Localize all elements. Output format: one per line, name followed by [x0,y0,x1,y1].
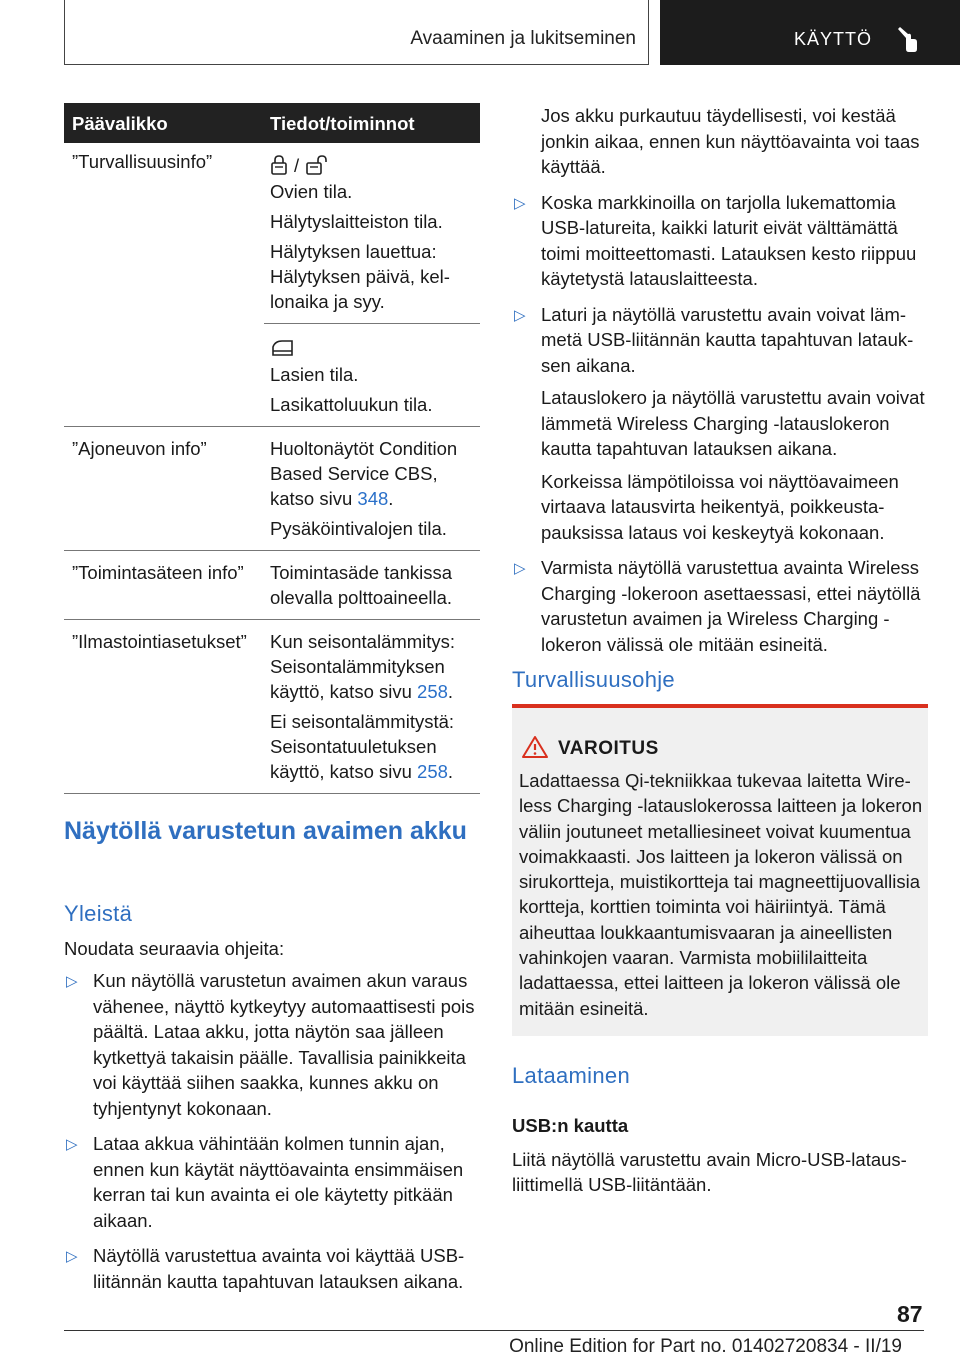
lock-open-icon [305,154,331,176]
list-item-text: Laturi ja näytöllä varustettu avain voivat lämmetä USB-liitännän kautta tapahtuvan latauksen aikana. [541,303,914,376]
header-chapter-label: KÄYTTÖ [794,29,873,49]
info-text-part: . [447,761,454,782]
bullet-triangle-icon: ▷ [514,306,526,324]
list-item-text: Koska markkinoilla on tarjolla lukemattomia USB-latureita, kaikki laturit eivät välttämättä toimi moitteettomasti. Latauksen kesto riippuu käytetystä latauslaitteesta. [541,191,917,289]
info-text [270,629,472,704]
info-text: Ovien tila. [270,181,353,202]
continuation-text: Jos akku purkautuu täydellisesti, voi kestää jonkin aikaa, ennen kun näyttöavainta voi taas käyttää. [541,105,920,177]
window-icon-line [270,332,472,362]
menu-info-table [64,103,480,794]
subsection-heading: Yleistä [64,901,133,926]
info-text: Lasikattoluukun tila. [270,394,433,415]
menu-name: ”Ajoneuvon info” [72,438,207,459]
charging-heading: Lataaminen [512,1063,630,1088]
lock-closed-icon [270,154,288,176]
car-window-icon [270,337,296,359]
list-item [64,1131,480,1233]
list-item [64,968,480,1121]
table-row [64,143,480,324]
warning-triangle-icon [520,734,550,760]
header-chapter-tab [660,0,960,65]
lock-icons-line [270,149,472,179]
info-text-part: . [447,681,454,702]
info-text-part: Huoltonäytöt Condition Based Service CBS, katso sivu [270,438,458,509]
list-item [512,302,928,379]
info-text: Toimintasäde tankissa olevalla polttoaineella. [270,562,453,608]
bullet-list-right [512,103,928,664]
bullet-list-left [64,968,480,1301]
menu-name: ”Toimintasäteen info” [72,562,244,583]
info-text [270,709,472,784]
table-cell-info [264,427,480,551]
page-link[interactable]: 258 [417,681,448,702]
table-header-row [64,103,480,143]
menu-name: ”Ilmastointiasetukset” [72,631,247,652]
table-header-cell: Päävalikko [64,103,264,143]
list-item-text: Varmista näytöllä varustettua avainta Wireless Charging -lokeroon asettaessasi, ettei näytöllä varustetun avaimen ja Wireless Charging -lokeron välissä ole mitään esineitä. [541,557,921,655]
bullet-triangle-icon: ▷ [66,973,78,990]
info-text: Hälytyslaitteiston tila. [270,211,443,232]
table-cell-menu [64,620,264,794]
table-row [64,551,480,620]
table-header-cell: Tiedot/toiminnot [264,103,480,143]
footer-edition: Online Edition for Part no. 01402720834 - II/19 [509,1336,902,1357]
pointing-hand-icon [896,25,918,53]
list-item [512,555,928,657]
continuation-text: Latauslokero ja näytöllä varustettu avain voivat lämmetä Wireless Charging -latauslokeron kautta tapahtuvan latauksen aikana. [541,387,925,459]
list-item [512,190,928,292]
footer-divider [64,1330,924,1331]
list-item-text: Näytöllä varustettua avainta voi käyttää USB-liitännän kautta tapahtuvan latauksen aikana. [93,1245,465,1292]
table-cell-menu [64,427,264,551]
table-cell-menu [64,143,264,427]
page-link[interactable]: 258 [417,761,448,782]
table-cell-menu [64,551,264,620]
info-text [270,436,472,511]
info-text-part: . [388,488,394,509]
warning-text: Ladattaessa Qi-tekniikkaa tukevaa laitetta Wireless Charging -latauslokerossa laitteen ja lokeron väliin joutuneet metalliesineet voivat kuumentua voimakkaasti. Jos laitteen ja lokeron välissä on sirukortteja, muistikortteja tai magneettijuovallisia kortteja, korttien toiminta voi häiriintyä. Tämä aiheuttaa loukkaantumisvaaran ja aineellisten vahinkojen vaaran. Varmista mobiililaitteita ladattaessa, ettei laitteen ja lokeron välissä ole mitään esineitä. [519,770,923,1019]
charging-subheading: USB:n kautta [512,1115,629,1136]
menu-name: ”Turvallisuusinfo” [72,151,213,172]
table-cell-info [264,620,480,794]
info-text: Pysäköintivalojen tila. [270,518,447,539]
intro-text: Noudata seuraavia ohjeita: [64,938,285,959]
safety-heading: Turvallisuusohje [512,667,675,692]
info-text-part: Kun seisontalämmitys: Seisontalämmityksen käyttö, katso sivu [270,631,456,702]
icon-separator: / [294,154,300,176]
header-section-title: Avaaminen ja lukitseminen [410,28,636,49]
page-number: 87 [897,1301,923,1327]
table-row [64,427,480,551]
page-link[interactable]: 348 [357,488,389,509]
table-cell-info [264,324,480,427]
section-heading: Näytöllä varustetun avaimen akku [64,817,467,845]
warning-label: VAROITUS [558,738,659,759]
warning-box [512,704,928,1036]
table-cell-info [264,143,480,324]
bullet-triangle-icon: ▷ [514,560,526,577]
list-item [64,1243,480,1294]
info-text: Hälytyksen lauettua: Hälytyksen päivä, kellonaika ja syy. [270,241,450,312]
charging-text: Liitä näytöllä varustettu avain Micro-USB-latausliittimellä USB-liitäntään. [512,1149,907,1196]
bullet-triangle-icon: ▷ [66,1248,78,1265]
bullet-triangle-icon: ▷ [66,1136,78,1153]
list-item-text: Lataa akkua vähintään kolmen tunnin ajan, ennen kun käytät näyttöavainta ensimmäisen kerran tai kun avainta ei ole käytetty pitkään aikaan. [93,1133,464,1231]
table-row [64,620,480,794]
info-text-part: Ei seisontalämmitystä: Seisontatuuletuksen käyttö, katso sivu [270,711,455,782]
bullet-triangle-icon: ▷ [514,194,526,212]
info-text: Lasien tila. [270,364,359,385]
continuation-text: Korkeissa lämpötiloissa voi näyttöavaimeen virtaava latausvirta heikentyä, poikkeustapauksissa lataus voi keskeytyä kokonaan. [541,470,899,543]
header-section-box [64,0,649,65]
list-item-text: Kun näytöllä varustetun avaimen akun varaus vähenee, näyttö kytkeytyy automaattisesti pois päältä. Lataa akku, jotta näytön saa jälleen kytkettyä takaisin päälle. Tavallisia painikkeita voi käyttää siihen saakka, kunnes akku on tyhjentynyt kokonaan. [93,970,475,1119]
table-cell-info [264,551,480,620]
